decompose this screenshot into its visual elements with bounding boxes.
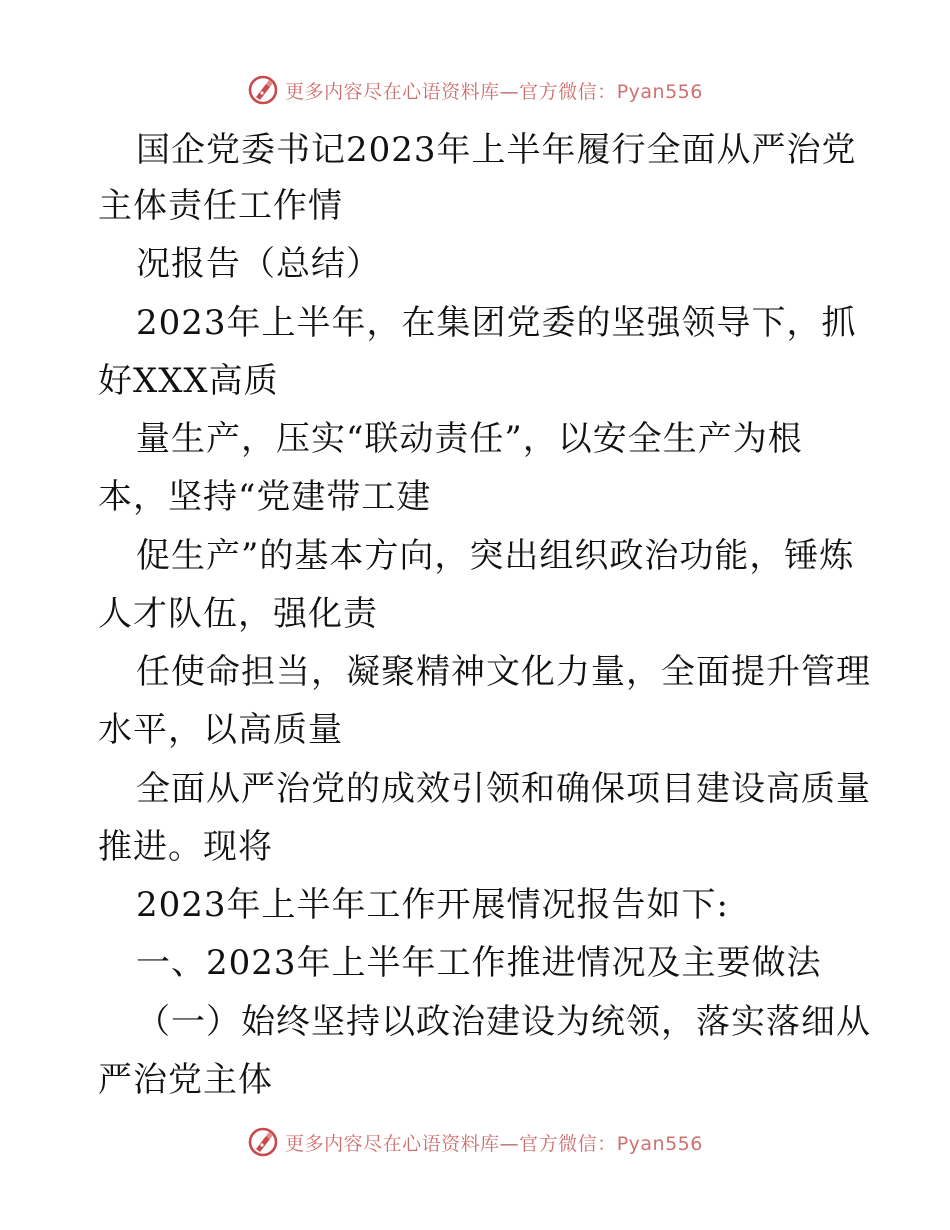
doc-line-2: 主体责任工作情 [98, 186, 343, 226]
doc-line-16: （一）始终坚持以政治建设为统领，落实落细从 [136, 1002, 871, 1042]
doc-line-10: 任使命担当，凝聚精神文化力量，全面提升管理 [136, 652, 871, 692]
doc-line-5: 好XXX高质 [98, 361, 279, 401]
doc-line-9: 人才队伍，强化责 [98, 594, 378, 634]
doc-line-13: 推进。现将 [98, 827, 273, 867]
footer-watermark [0, 1124, 950, 1160]
doc-line-12: 全面从严治党的成效引领和确保项目建设高质量 [136, 769, 871, 809]
doc-line-14: 2023年上半年工作开展情况报告如下: [136, 885, 729, 925]
doc-line-15: 一、2023年上半年工作推进情况及主要做法 [136, 943, 822, 983]
doc-line-3: 况报告（总结） [136, 244, 381, 284]
watermark-text: 更多内容尽在心语资料库—官方微信：Pyan556 [285, 80, 703, 103]
header-watermark [0, 72, 950, 108]
doc-line-1: 国企党委书记2023年上半年履行全面从严治党 [136, 130, 857, 170]
doc-line-8: 促生产”的基本方向，突出组织政治功能，锤炼 [136, 536, 855, 576]
doc-line-7: 本，坚持“党建带工建 [98, 477, 432, 517]
watermark-text: 更多内容尽在心语资料库—官方微信：Pyan556 [285, 1132, 703, 1155]
pen-nib-circle-icon [247, 74, 279, 106]
pen-nib-circle-icon [247, 1126, 279, 1158]
doc-line-4: 2023年上半年，在集团党委的坚强领导下，抓 [136, 303, 857, 343]
doc-line-11: 水平，以高质量 [98, 710, 343, 750]
doc-line-17: 严治党主体 [98, 1060, 273, 1100]
doc-line-6: 量生产，压实“联动责任”，以安全生产为根 [136, 419, 803, 459]
